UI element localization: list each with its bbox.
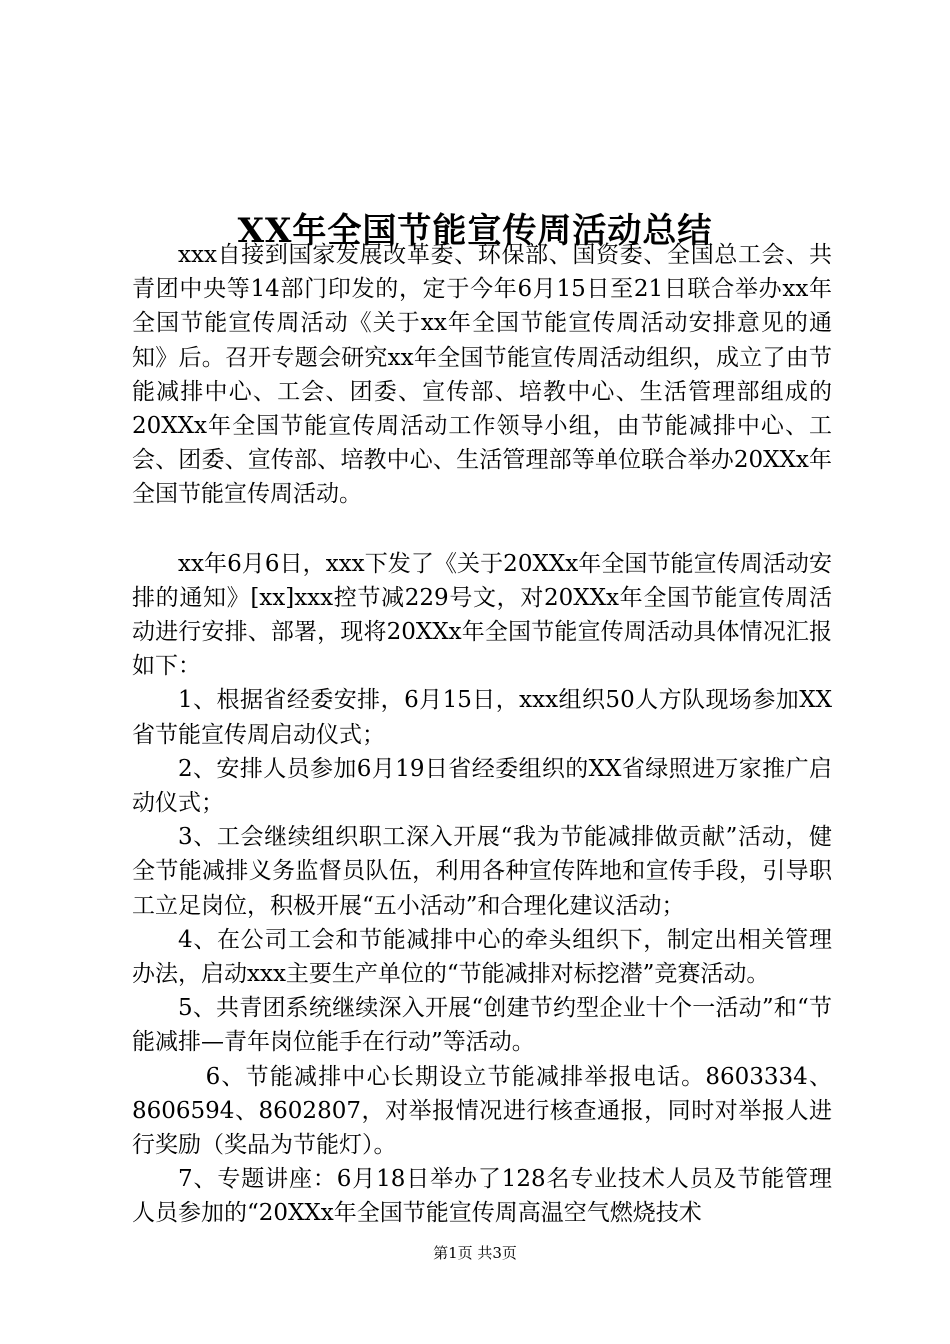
list-item: 2、安排人员参加6月19日省经委组织的XX省绿照进万家推广启动仪式； bbox=[132, 755, 832, 817]
list-item: 3、工会继续组织职工深入开展“我为节能减排做贡献”活动，健全节能减排义务监督员队伍，利用各种宣传阵地和宣传手段，引导职工立足岗位，积极开展“五小活动”和合理化建议活动； bbox=[132, 824, 832, 919]
body-paragraph: xx年6月6日，xxx下发了《关于20XXx年全国节能宣传周活动安排的通知》[xx]xxx控节减229号文，对20XXx年全国节能宣传周活动进行安排、部署，现将20XXx年全国节能宣传周活动具体情况汇报如下： bbox=[132, 550, 832, 680]
list-item: 1、根据省经委安排，6月15日，xxx组织50人方队现场参加XX省节能宣传周启动仪式； bbox=[132, 687, 832, 748]
list-item: 6、节能减排中心长期设立节能减排举报电话。8603334、8606594、8602807，对举报情况进行核查通报，同时对举报人进行奖励（奖品为节能灯）。 bbox=[132, 1063, 832, 1159]
page-number: 第1页 共3页 bbox=[433, 1244, 517, 1262]
document-title: XX年全国节能宣传周活动总结 bbox=[237, 210, 713, 251]
list-item: 4、在公司工会和节能减排中心的牵头组织下，制定出相关管理办法，启动xxx主要生产单位的“节能减排对标挖潜”竞赛活动。 bbox=[132, 926, 832, 988]
body-paragraph: xxx自接到国家发展改革委、环保部、国资委、全国总工会、共青团中央等14部门印发的，定于今年6月15日至21日联合举办xx年全国节能宣传周活动《关于xx年全国节能宣传周活动安排意见的通知》后。召开专题会研究xx年全国节能宣传周活动组织，成立了由节能减排中心、工会、团委、宣传部、培教中心、生活管理部组成的20XXx年全国节能宣传周活动工作领导小组，由节能减排中心、工会、团委、宣传部、培教中心、生活管理部等单位联合举办20XXx年全国节能宣传周活动。 bbox=[132, 242, 832, 508]
list-item: 5、共青团系统继续深入开展“创建节约型企业十个一活动”和“节能减排—青年岗位能手在行动”等活动。 bbox=[132, 995, 832, 1056]
document-body bbox=[132, 238, 832, 1231]
list-item: 7、专题讲座：6月18日举办了128名专业技术人员及节能管理人员参加的“20XXx年全国节能宣传周高温空气燃烧技术 bbox=[132, 1166, 832, 1227]
